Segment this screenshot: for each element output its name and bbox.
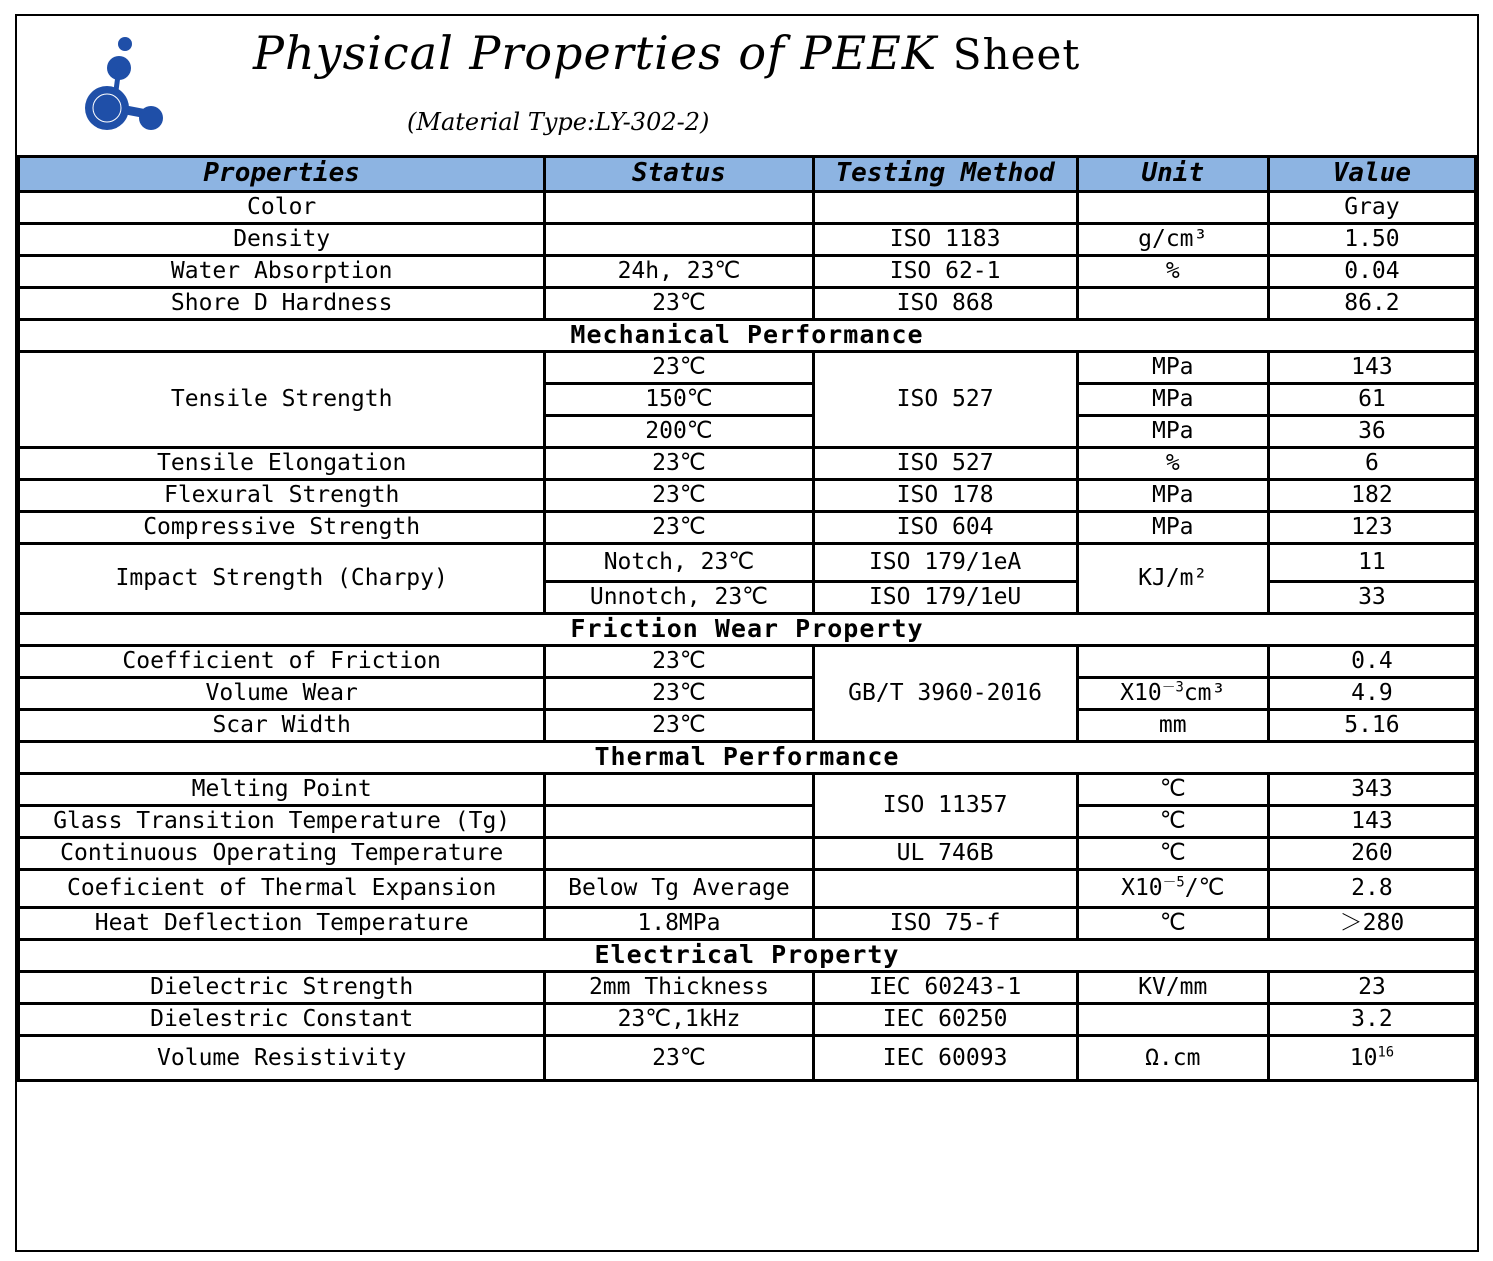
value-cell: 260 [1268, 838, 1475, 870]
status-cell [545, 224, 813, 256]
unit-cell: Ω.cm [1077, 1036, 1268, 1081]
method-cell: ISO 11357 [813, 774, 1077, 838]
unit-cell: ℃ [1077, 908, 1268, 940]
unit-cell: mm [1077, 710, 1268, 742]
property-cell: Coeficient of Thermal Expansion [19, 870, 545, 908]
status-cell: Notch, 23℃ [545, 544, 813, 582]
method-cell: ISO 1183 [813, 224, 1077, 256]
unit-cell: ℃ [1077, 838, 1268, 870]
property-cell: Color [19, 192, 545, 224]
property-cell: Volume Wear [19, 678, 545, 710]
method-cell: GB/T 3960-2016 [813, 646, 1077, 742]
value-cell: 123 [1268, 512, 1475, 544]
status-cell: 200℃ [545, 416, 813, 448]
method-cell [813, 192, 1077, 224]
unit-cell: MPa [1077, 416, 1268, 448]
value-cell: 143 [1268, 806, 1475, 838]
value-cell: 4.9 [1268, 678, 1475, 710]
status-cell: 23℃,1kHz [545, 1004, 813, 1036]
method-cell: IEC 60243-1 [813, 972, 1077, 1004]
method-cell: ISO 75-f [813, 908, 1077, 940]
value-cell: 1.50 [1268, 224, 1475, 256]
status-cell [545, 774, 813, 806]
unit-cell: % [1077, 256, 1268, 288]
table-row [19, 806, 1476, 838]
properties-table [17, 155, 1477, 1082]
table-row [19, 448, 1476, 480]
unit-cell [1077, 1004, 1268, 1036]
value-cell: 143 [1268, 352, 1475, 384]
section-row [19, 614, 1476, 646]
page-title [253, 26, 1080, 80]
unit-cell: KV/mm [1077, 972, 1268, 1004]
company-logo [79, 34, 169, 134]
property-cell: Dielectric Strength [19, 972, 545, 1004]
table-row [19, 870, 1476, 908]
table-row [19, 288, 1476, 320]
property-cell: Tensile Strength [19, 352, 545, 448]
table-row [19, 256, 1476, 288]
unit-base: X10 [1120, 680, 1162, 707]
section-row [19, 742, 1476, 774]
unit-cell: MPa [1077, 512, 1268, 544]
table-row [19, 678, 1476, 710]
property-cell: Water Absorption [19, 256, 545, 288]
property-cell: Volume Resistivity [19, 1036, 545, 1081]
table-row [19, 544, 1476, 582]
method-cell: ISO 179/1eU [813, 582, 1077, 614]
method-cell: ISO 868 [813, 288, 1077, 320]
unit-tail: /℃ [1184, 875, 1225, 902]
value-cell: 61 [1268, 384, 1475, 416]
status-cell: 23℃ [545, 512, 813, 544]
property-cell: Compressive Strength [19, 512, 545, 544]
unit-exponent: －5 [1162, 874, 1185, 891]
status-cell: 24h, 23℃ [545, 256, 813, 288]
status-cell: 23℃ [545, 678, 813, 710]
table-row [19, 352, 1476, 384]
table-row [19, 838, 1476, 870]
value-cell: 0.04 [1268, 256, 1475, 288]
method-cell: IEC 60250 [813, 1004, 1077, 1036]
section-electrical: Electrical Property [19, 940, 1476, 972]
method-cell: IEC 60093 [813, 1036, 1077, 1081]
section-mechanical: Mechanical Performance [19, 320, 1476, 352]
unit-exponent: －3 [1161, 679, 1184, 696]
status-cell: 2mm Thickness [545, 972, 813, 1004]
status-cell [545, 838, 813, 870]
status-cell: 150℃ [545, 384, 813, 416]
col-header-status: Status [545, 157, 813, 192]
method-cell: ISO 527 [813, 448, 1077, 480]
unit-cell: ℃ [1077, 806, 1268, 838]
property-cell: Impact Strength (Charpy) [19, 544, 545, 614]
section-row [19, 940, 1476, 972]
method-cell: ISO 527 [813, 352, 1077, 448]
status-cell [545, 806, 813, 838]
title-sheet: Sheet [952, 30, 1081, 79]
data-sheet [15, 14, 1479, 1252]
method-cell: ISO 178 [813, 480, 1077, 512]
status-cell: 23℃ [545, 448, 813, 480]
table-row [19, 908, 1476, 940]
unit-cell: MPa [1077, 384, 1268, 416]
unit-cell [1077, 646, 1268, 678]
property-cell: Flexural Strength [19, 480, 545, 512]
table-row [19, 646, 1476, 678]
table-row [19, 480, 1476, 512]
property-cell: Glass Transition Temperature (Tg) [19, 806, 545, 838]
property-cell: Density [19, 224, 545, 256]
value-exponent: 16 [1377, 1044, 1395, 1061]
value-cell [1268, 1036, 1475, 1081]
property-cell: Scar Width [19, 710, 545, 742]
section-friction: Friction Wear Property [19, 614, 1476, 646]
unit-cell: MPa [1077, 352, 1268, 384]
value-cell: 343 [1268, 774, 1475, 806]
table-row [19, 774, 1476, 806]
status-cell: 23℃ [545, 288, 813, 320]
property-cell: Tensile Elongation [19, 448, 545, 480]
unit-cell: ℃ [1077, 774, 1268, 806]
unit-cell [1077, 870, 1268, 908]
title-main: Physical Properties of PEEK [253, 26, 938, 80]
status-cell [545, 192, 813, 224]
section-thermal: Thermal Performance [19, 742, 1476, 774]
method-cell: ISO 62-1 [813, 256, 1077, 288]
value-base: 10 [1349, 1044, 1378, 1071]
section-row [19, 320, 1476, 352]
status-cell: 23℃ [545, 1036, 813, 1081]
property-cell: Continuous Operating Temperature [19, 838, 545, 870]
unit-cell: % [1077, 448, 1268, 480]
status-cell: 23℃ [545, 710, 813, 742]
table-header-row [19, 157, 1476, 192]
unit-cell [1077, 678, 1268, 710]
value-cell: 182 [1268, 480, 1475, 512]
value-cell: ＞280 [1268, 908, 1475, 940]
table-row [19, 1004, 1476, 1036]
unit-base: X10 [1121, 875, 1163, 902]
method-cell: UL 746B [813, 838, 1077, 870]
property-cell: Melting Point [19, 774, 545, 806]
method-cell [813, 870, 1077, 908]
value-cell: 3.2 [1268, 1004, 1475, 1036]
status-cell: 1.8MPa [545, 908, 813, 940]
value-cell: 11 [1268, 544, 1475, 582]
value-cell: 6 [1268, 448, 1475, 480]
unit-cell [1077, 288, 1268, 320]
col-header-testing-method: Testing Method [813, 157, 1077, 192]
value-cell: 0.4 [1268, 646, 1475, 678]
value-cell: 86.2 [1268, 288, 1475, 320]
property-cell: Coefficient of Friction [19, 646, 545, 678]
sheet-header [17, 16, 1477, 155]
property-cell: Heat Deflection Temperature [19, 908, 545, 940]
material-type: (Material Type:LY-302-2) [407, 108, 710, 136]
unit-cell: KJ/m² [1077, 544, 1268, 614]
unit-cell: g/cm³ [1077, 224, 1268, 256]
col-header-unit: Unit [1077, 157, 1268, 192]
value-cell: Gray [1268, 192, 1475, 224]
property-cell: Dielestric Constant [19, 1004, 545, 1036]
col-header-properties: Properties [19, 157, 545, 192]
table-row [19, 972, 1476, 1004]
unit-cell [1077, 192, 1268, 224]
value-cell: 2.8 [1268, 870, 1475, 908]
col-header-value: Value [1268, 157, 1475, 192]
method-cell: ISO 604 [813, 512, 1077, 544]
status-cell: Below Tg Average [545, 870, 813, 908]
table-row [19, 224, 1476, 256]
table-row [19, 710, 1476, 742]
method-cell: ISO 179/1eA [813, 544, 1077, 582]
value-cell: 5.16 [1268, 710, 1475, 742]
status-cell: 23℃ [545, 646, 813, 678]
status-cell: 23℃ [545, 352, 813, 384]
status-cell: Unnotch, 23℃ [545, 582, 813, 614]
table-row [19, 512, 1476, 544]
unit-tail: cm³ [1183, 680, 1226, 707]
status-cell: 23℃ [545, 480, 813, 512]
value-cell: 33 [1268, 582, 1475, 614]
unit-cell: MPa [1077, 480, 1268, 512]
value-cell: 23 [1268, 972, 1475, 1004]
property-cell: Shore D Hardness [19, 288, 545, 320]
table-row [19, 192, 1476, 224]
value-cell: 36 [1268, 416, 1475, 448]
table-row [19, 1036, 1476, 1081]
